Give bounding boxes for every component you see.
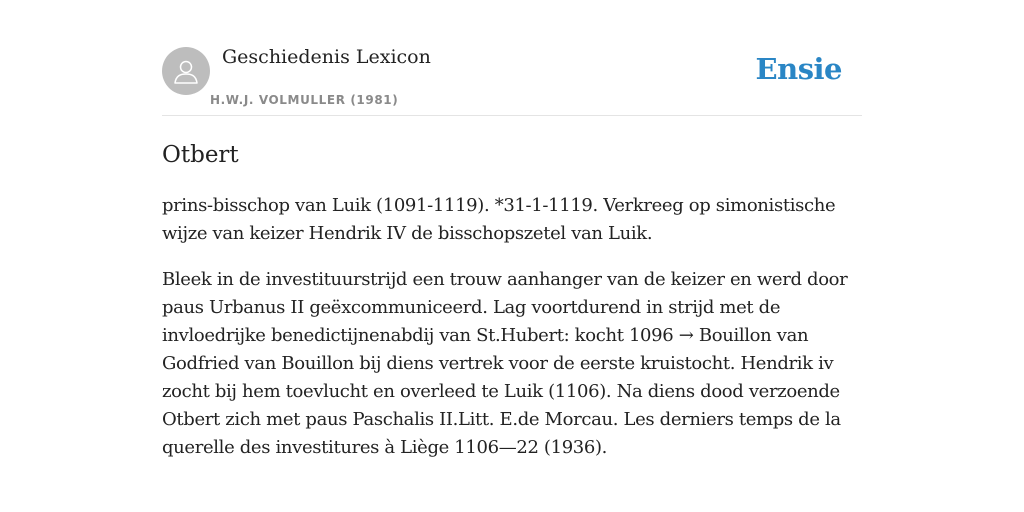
brand-logo[interactable]: Ensie <box>755 52 842 86</box>
author-label: H.W.J. VOLMULLER (1981) <box>210 93 399 107</box>
entry-paragraph-2: Bleek in de investituurstrijd een trouw aanhanger van de keizer en werd door paus Urbanus II geëxcommuniceerd. Lag voortdurend in strijd met de invloedrijke benedictijnenabdij van St.Hubert: kocht 1096 → Bouillon van Godfried van Bouillon bij diens vertrek voor de eerste kruistocht. Hendrik iv zocht bij hem toevlucht en overleed te Luik (1106). Na diens dood verzoende Otbert zich met paus Paschalis II.Litt. E.de Morcau. Les derniers temps de la querelle des investitures à Liège 1106—22 (1936). <box>162 269 848 458</box>
entry-title: Otbert <box>162 142 239 168</box>
source-avatar[interactable] <box>162 47 210 95</box>
page <box>162 0 862 462</box>
entry-header <box>162 0 862 116</box>
user-icon <box>171 56 201 86</box>
entry-paragraph-1: prins-bisschop van Luik (1091-1119). *31-1-1119. Verkreeg op simonistische wijze van keizer Hendrik IV de bisschopszetel van Luik. <box>162 195 836 244</box>
source-title-link[interactable]: Geschiedenis Lexicon <box>222 46 431 68</box>
